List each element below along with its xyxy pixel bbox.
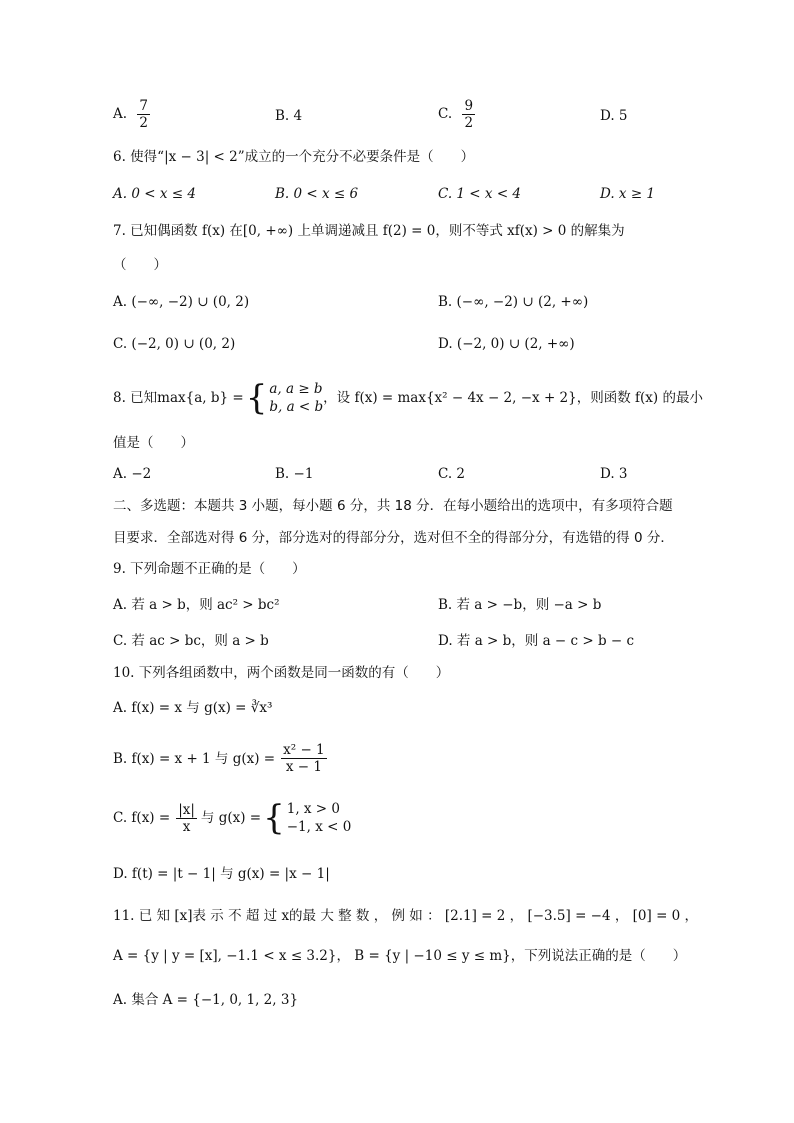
q7-stem: 7. 已知偶函数 f(x) 在[0, +∞) 上单调递减且 f(2) = 0，则不等式 xf(x) > 0 的解集为 [113, 223, 625, 239]
q7-option-c: C. (−2, 0) ∪ (0, 2) [113, 336, 236, 352]
q8-option-b: B. −1 [275, 466, 314, 482]
q9-option-c: C. 若 ac > bc，则 a > b [113, 633, 269, 649]
q8-stem-cont: 值是（ ） [113, 435, 194, 451]
q5-option-a-fraction: $\frac{7}{2}$ [139, 98, 148, 131]
q8-option-c: C. 2 [438, 466, 466, 482]
q11-stem-cont: A = {y | y = [x], −1.1 < x ≤ 3.2}， B = {y | −10 ≤ y ≤ m}，下列说法正确的是（ ） [113, 948, 687, 964]
q7-option-b: B. (−∞, −2) ∪ (2, +∞) [438, 294, 589, 310]
q7-stem-paren: （ ） [113, 257, 167, 273]
q5-option-c-fraction: $\frac{9}{2}$ [464, 98, 474, 131]
q8-option-d: D. 3 [600, 466, 628, 482]
q8-cases: a, a ≥ b b, a < b [269, 381, 324, 415]
q7-option-a: A. (−∞, −2) ∪ (0, 2) [113, 294, 250, 310]
q5-option-a: A. $\frac{7}{2}$ [113, 98, 148, 131]
q7-option-d: D. (−2, 0) ∪ (2, +∞) [438, 336, 575, 352]
q6-option-a: A. 0 < x ≤ 4 [113, 186, 196, 202]
q10-option-c: C. f(x) = $\frac{|x|}{x}$ 与 g(x) = { 1, x > 0 −1, x < 0 [113, 798, 352, 838]
q10-option-b-fraction: $\frac{\text{x² − 1}}{x - 1}$ [283, 742, 325, 775]
q10-option-d: D. f(t) = |t − 1| 与 g(x) = |x − 1| [113, 866, 330, 882]
q9-option-b: B. 若 a > −b，则 −a > b [438, 597, 602, 613]
section2-heading-line2: 目要求．全部选对得 6 分，部分选对的得部分分，选对但不全的得部分分，有选错的得 0 分． [113, 530, 674, 546]
q9-option-d: D. 若 a > b，则 a − c > b − c [438, 633, 635, 649]
q10-brace: { [263, 798, 285, 838]
q5-option-d: D. 5 [600, 108, 628, 124]
section2-heading-line1: 二、多选题：本题共 3 小题，每小题 6 分，共 18 分．在每小题给出的选项中，有多项符合题 [113, 498, 673, 514]
q6-option-b: B. 0 < x ≤ 6 [275, 186, 359, 202]
q11-stem: 11. 已 知 [x]表 示 不 超 过 x的最 大 整 数 ， 例 如 ： [2.1] = 2 ， [−3.5] = −4 ， [0] = 0 ， [113, 908, 699, 924]
q10-option-c-fraction: $\frac{|x|}{x}$ [178, 801, 195, 835]
q9-stem: 9. 下列命题不正确的是（ ） [113, 561, 306, 577]
q10-stem: 10. 下列各组函数中，两个函数是同一函数的有（ ） [113, 665, 450, 681]
q6-option-d: D. x ≥ 1 [600, 186, 656, 202]
q8-stem: 8. 已知max{a, b} = { a, a ≥ b b, a < b ，设 f(x) = max{x² − 4x − 2, −x + 2}，则函数 f(x) 的最小 [113, 378, 703, 418]
q8-option-a: A. −2 [113, 466, 152, 482]
q8-brace: { [245, 378, 268, 418]
q5-option-b: B. 4 [275, 108, 303, 124]
q10-option-b: B. f(x) = x + 1 与 g(x) = $\frac{\text{x² − 1}}{x - 1}$ [113, 742, 325, 775]
q6-stem: 6. 使得“|x − 3| < 2”成立的一个充分不必要条件是（ ） [113, 149, 475, 165]
q6-option-c: C. 1 < x < 4 [438, 186, 522, 202]
q11-option-a: A. 集合 A = {−1, 0, 1, 2, 3} [113, 992, 299, 1008]
q5-option-c: C. $\frac{9}{2}$ [438, 98, 474, 131]
q10-cases: 1, x > 0 −1, x < 0 [286, 801, 352, 835]
q10-option-a: A. f(x) = x 与 g(x) = ∛x³ [113, 700, 273, 716]
q9-option-a: A. 若 a > b，则 ac² > bc² [113, 597, 280, 613]
